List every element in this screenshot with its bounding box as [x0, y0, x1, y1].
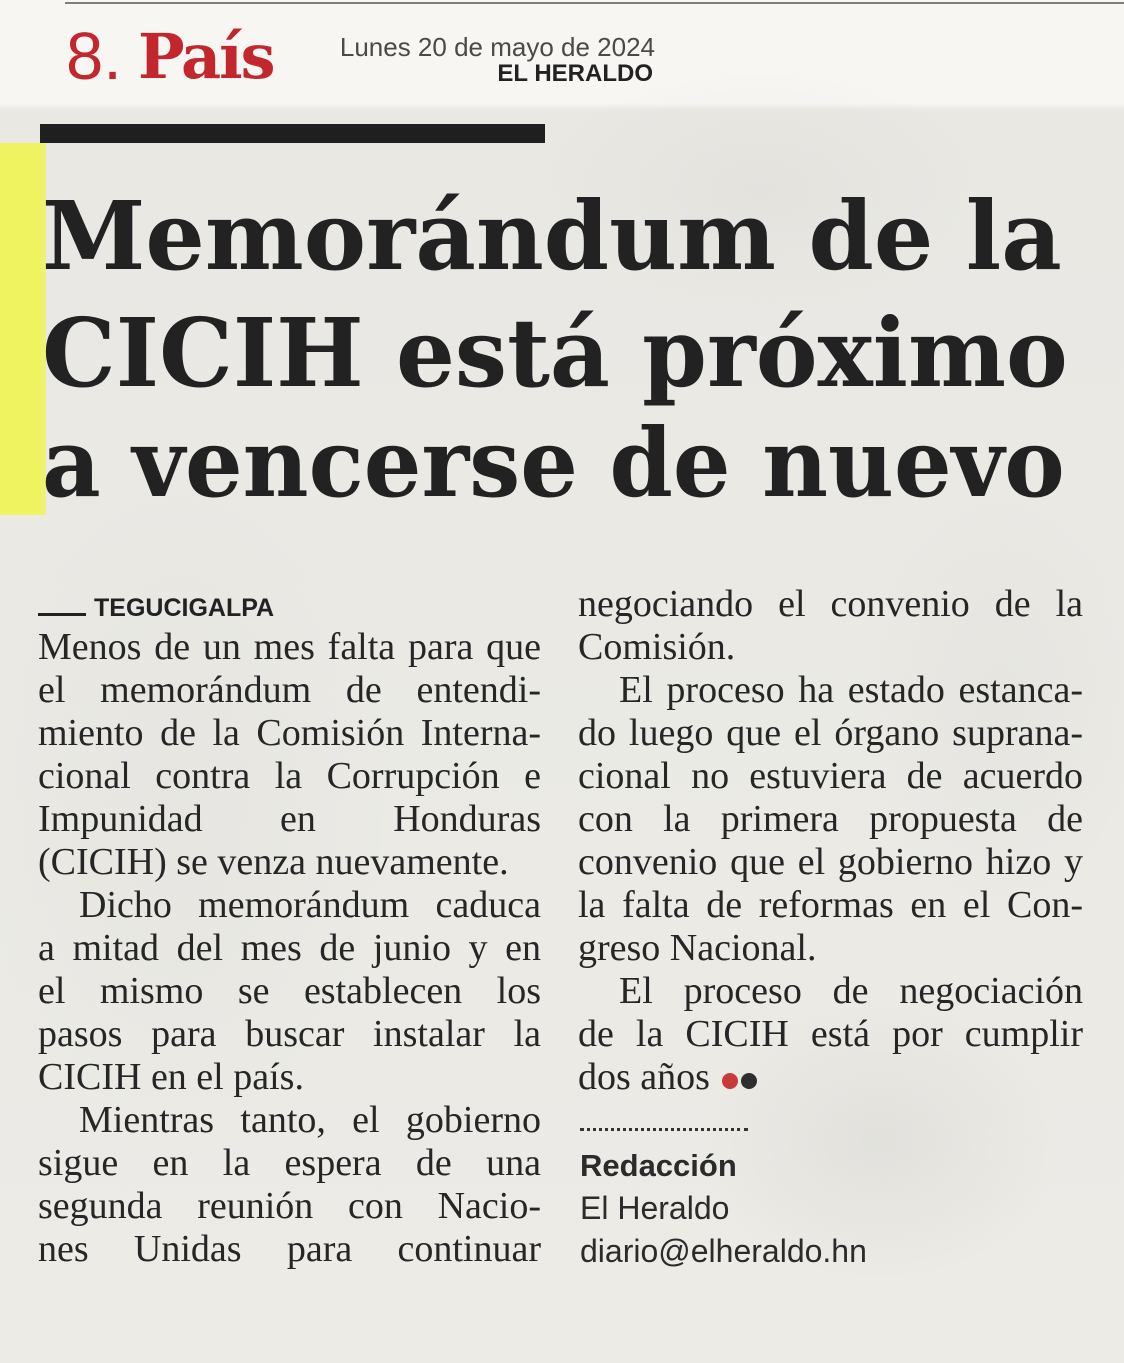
headline-line — [42, 180, 1102, 294]
byline-author: Redacción — [580, 1148, 737, 1183]
body-line: cional no estuviera de acuerdo — [578, 755, 1083, 797]
body-line: (CICIH) se venza nuevamente. — [38, 841, 509, 883]
body-line: nes Unidas para continuar — [38, 1228, 541, 1270]
body-line: convenio que el gobierno hizo y — [578, 841, 1083, 883]
body-line: Impunidad en Honduras — [38, 798, 541, 840]
section-title: País — [138, 20, 274, 93]
body-line: Menos de un mes falta para que — [38, 626, 541, 668]
body-line: sigue en la espera de una — [38, 1142, 541, 1184]
dateline-rule — [38, 613, 86, 616]
body-line: greso Nacional. — [578, 927, 817, 969]
headline-line — [42, 297, 1102, 411]
end-mark-icon — [722, 1056, 757, 1099]
headline-line — [42, 407, 1102, 521]
body-line: CICIH en el país. — [38, 1056, 304, 1098]
paragraph — [38, 1099, 541, 1271]
body-line: el memorándum de entendi- — [38, 669, 541, 711]
paragraph — [578, 970, 1083, 1099]
dateline-text: TEGUCIGALPA — [94, 594, 275, 622]
byline-email: diario@elheraldo.hn — [580, 1233, 867, 1269]
headline-line-text: CICIH está próximo — [42, 298, 1068, 409]
body-line: cional contra la Corrupción e — [38, 755, 541, 797]
end-mark-red-dot-icon — [722, 1073, 738, 1089]
body-line: Dicho memorándum caduca — [79, 884, 541, 926]
highlighter-mark — [0, 143, 46, 515]
byline-outlet: El Heraldo — [580, 1190, 730, 1226]
body-line: El proceso de negociación — [619, 970, 1083, 1012]
paragraph — [578, 669, 1083, 970]
masthead — [300, 0, 655, 90]
headline-line-text: Memorándum de la — [42, 181, 1062, 292]
paragraph — [38, 626, 541, 884]
body-line: la falta de reformas en el Con- — [578, 884, 1083, 926]
paragraph — [38, 884, 541, 1099]
end-mark-dark-dot-icon — [741, 1073, 757, 1089]
body-line: Mientras tanto, el gobierno — [79, 1099, 541, 1141]
body-line-text: dos años — [578, 1056, 710, 1098]
headline-bar — [40, 124, 545, 143]
body-line: negociando el convenio de la — [578, 583, 1083, 625]
body-line: miento de la Comisión Interna- — [38, 712, 541, 754]
body-line: el mismo se establecen los — [38, 970, 541, 1012]
body-line: segunda reunión con Nacio- — [38, 1185, 541, 1227]
body-line: con la primera propuesta de — [578, 798, 1083, 840]
body-line: a mitad del mes de junio y en — [38, 927, 541, 969]
publication-date: Lunes 20 de mayo de 2024 — [339, 32, 655, 62]
text-column-left — [38, 583, 541, 1271]
body-line: de la CICIH está por cumplir — [578, 1013, 1083, 1055]
body-line: El proceso ha estado estanca- — [619, 669, 1083, 711]
page-number: 8. — [66, 19, 122, 94]
body-line: do luego que el órgano suprana- — [578, 712, 1083, 754]
dateline — [38, 583, 541, 626]
body-line — [578, 1056, 1083, 1099]
text-column-right — [578, 583, 1083, 1271]
body-line: Comisión. — [578, 626, 736, 668]
newspaper-name: EL HERALDO — [497, 60, 653, 87]
headline-line-text: a vencerse de nuevo — [42, 408, 1065, 519]
byline-divider — [578, 1099, 1083, 1142]
body-line: pasos para buscar instalar la — [38, 1013, 541, 1055]
paragraph — [578, 583, 1083, 669]
dotted-rule — [580, 1128, 748, 1131]
